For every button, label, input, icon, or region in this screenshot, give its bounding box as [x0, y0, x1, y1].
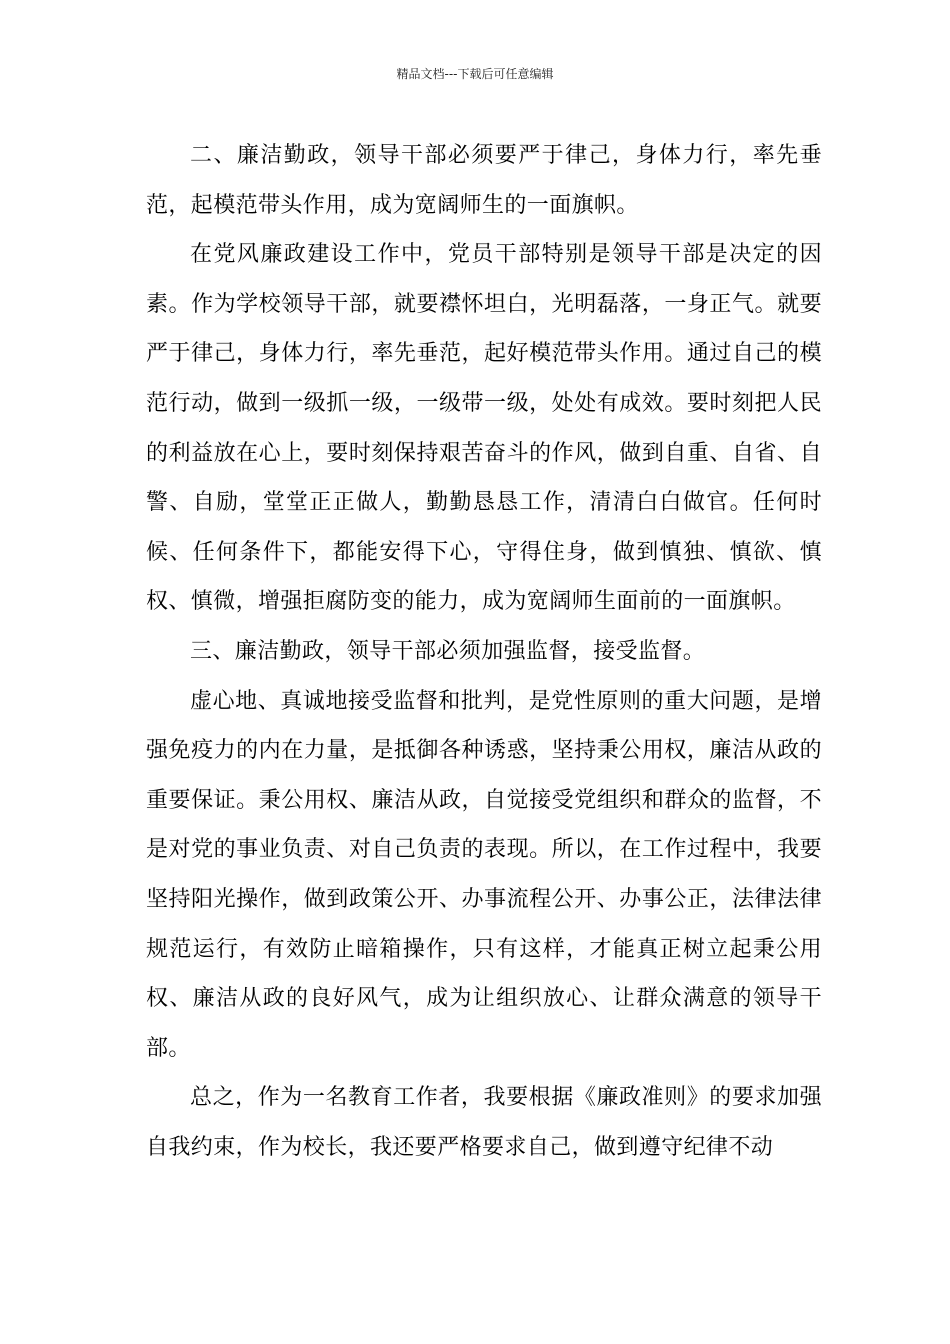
paragraph: 三、廉洁勤政，领导干部必须加强监督，接受监督。 — [190, 638, 706, 664]
paragraph: 二、廉洁勤政，领导干部必须要严于律己，身体力行，率先垂范，起模范带头作用，成为宽阔师生的一面旗帜。 — [146, 143, 822, 218]
page-header: 精品文档---下载后可任意编辑 — [396, 67, 554, 81]
document-body — [146, 131, 822, 1172]
paragraph: 总之，作为一名教育工作者，我要根据《廉政准则》的要求加强自我约束，作为校长，我还要严格要求自己，做到遵守纪律不动 — [146, 1085, 822, 1160]
paragraph: 虚心地、真诚地接受监督和批判，是党性原则的重大问题，是增强免疫力的内在力量，是抵御各种诱惑，坚持秉公用权，廉洁从政的重要保证。秉公用权、廉洁从政，自觉接受党组织和群众的监督，不是对党的事业负责、对自己负责的表现。所以，在工作过程中，我要坚持阳光操作，做到政策公开、办事流程公开、办事公正，法律法律规范运行，有效防止暗箱操作，只有这样，才能真正树立起秉公用权、廉洁从政的良好风气，成为让组织放心、让群众满意的领导干部。 — [146, 688, 822, 1061]
paragraph: 在党风廉政建设工作中，党员干部特别是领导干部是决定的因素。作为学校领导干部，就要襟怀坦白，光明磊落，一身正气。就要严于律己，身体力行，率先垂范，起好模范带头作用。通过自己的模范行动，做到一级抓一级，一级带一级，处处有成效。要时刻把人民的利益放在心上，要时刻保持艰苦奋斗的作风，做到自重、自省、自警、自励，堂堂正正做人，勤勤恳恳工作，清清白白做官。任何时候、任何条件下，都能安得下心，守得住身，做到慎独、慎欲、慎权、慎微，增强拒腐防变的能力，成为宽阔师生面前的一面旗帜。 — [146, 242, 822, 615]
